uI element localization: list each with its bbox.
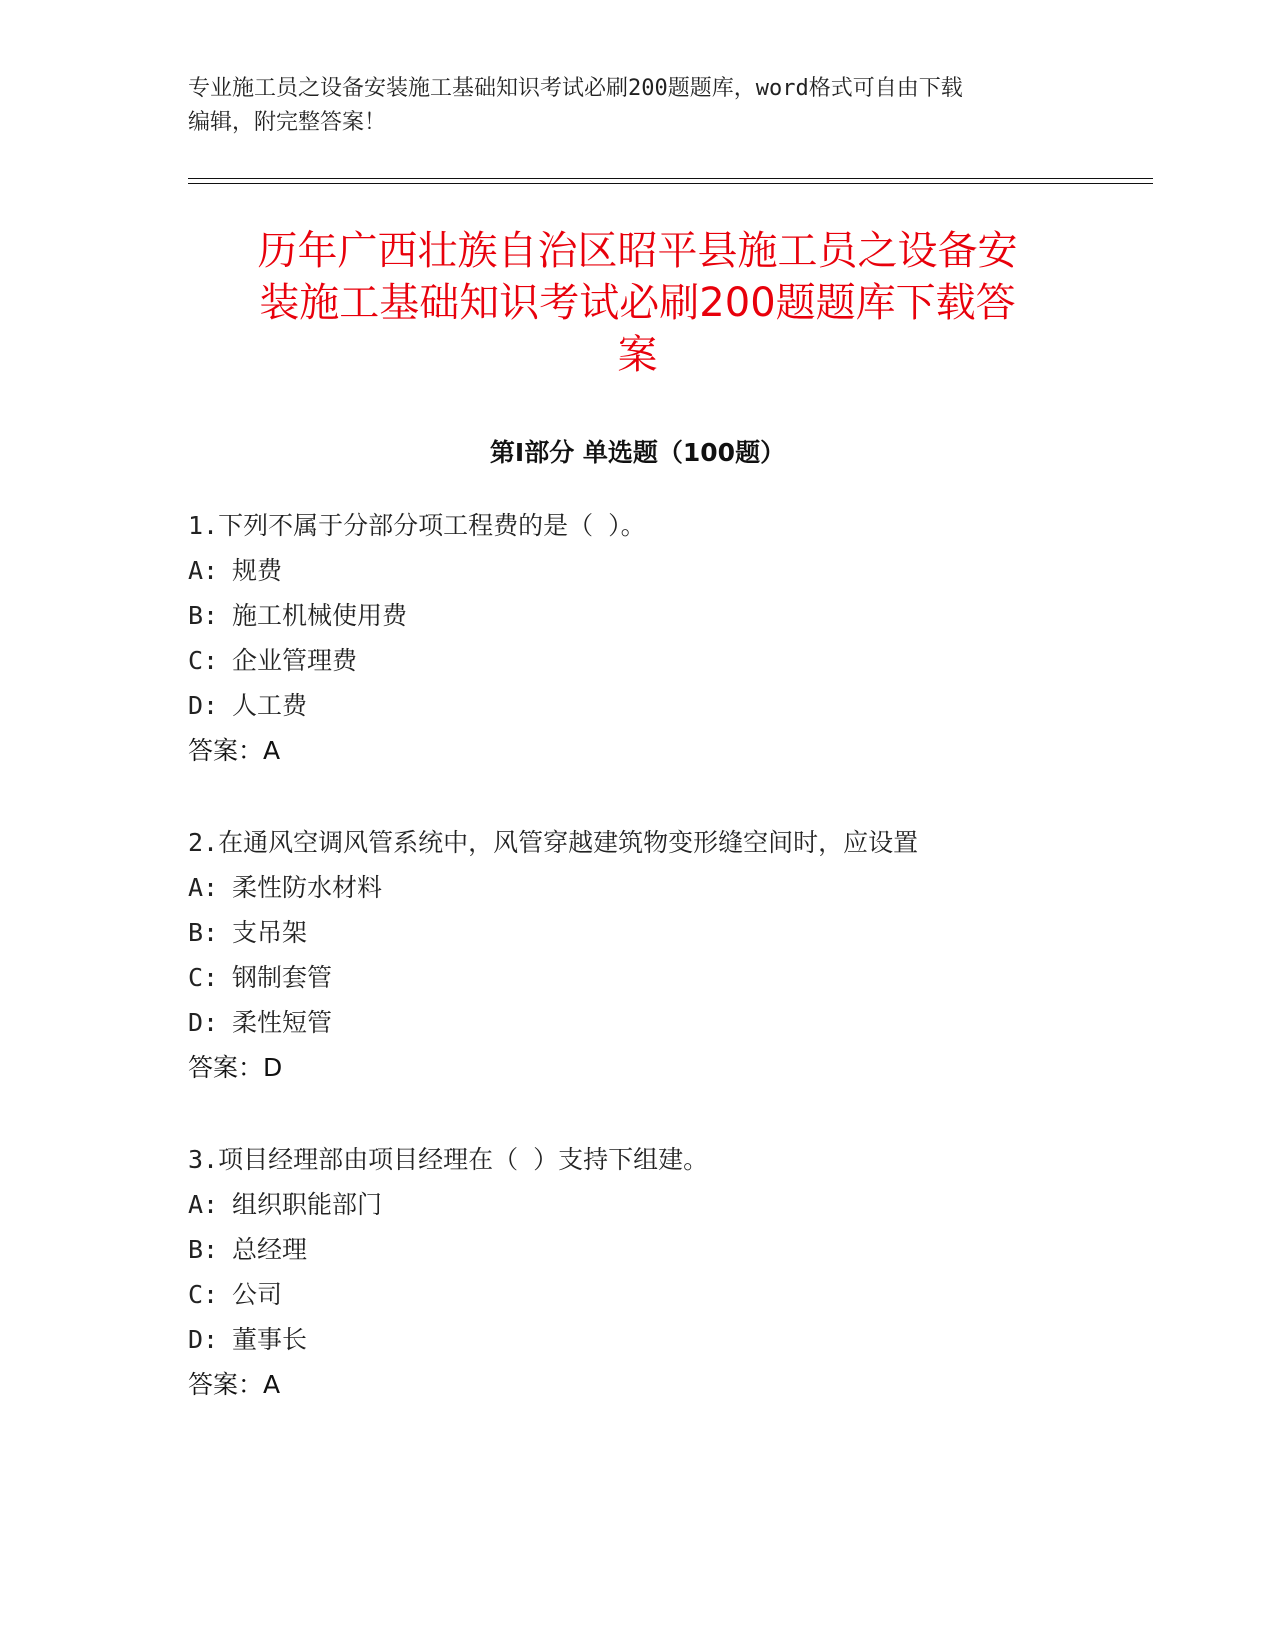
page-title-line-2: 装施工基础知识考试必刷200题题库下载答 (259, 280, 1016, 326)
option-d (188, 1000, 1108, 1045)
option-key: B: (188, 1235, 219, 1264)
option-text: 组织职能部门 (232, 1190, 383, 1219)
option-key: D: (188, 1325, 219, 1354)
option-a (188, 1182, 1108, 1227)
option-text: 施工机械使用费 (232, 601, 408, 630)
option-b (188, 910, 1108, 955)
question-stem: 3.项目经理部由项目经理在（ ）支持下组建。 (188, 1145, 709, 1174)
page-title-line-1: 历年广西壮族自治区昭平县施工员之设备安 (257, 228, 1018, 274)
option-text: 柔性防水材料 (232, 873, 383, 902)
section-heading: 第I部分 单选题（100题） (489, 438, 786, 467)
question-2 (188, 820, 1108, 1090)
option-b (188, 593, 1108, 638)
question-stem: 1.下列不属于分部分项工程费的是（ ）。 (188, 511, 646, 540)
option-key: A: (188, 556, 219, 585)
header-note-line-1: 专业施工员之设备安装施工基础知识考试必刷200题题库，word格式可自由下载 (188, 76, 963, 101)
header-divider-bottom (188, 183, 1153, 184)
option-c (188, 1272, 1108, 1317)
option-key: C: (188, 963, 219, 992)
option-key: C: (188, 646, 219, 675)
answer-line: 答案：A (188, 736, 281, 765)
option-a (188, 548, 1108, 593)
option-key: B: (188, 601, 219, 630)
option-a (188, 865, 1108, 910)
option-d (188, 683, 1108, 728)
question-3 (188, 1137, 1108, 1407)
option-c (188, 955, 1108, 1000)
option-key: C: (188, 1280, 219, 1309)
page-title (150, 225, 1125, 381)
option-d (188, 1317, 1108, 1362)
option-text: 公司 (232, 1280, 283, 1309)
option-text: 总经理 (232, 1235, 308, 1264)
option-key: D: (188, 1008, 219, 1037)
option-text: 企业管理费 (232, 646, 358, 675)
header-divider-top (188, 178, 1153, 179)
option-key: B: (188, 918, 219, 947)
option-text: 柔性短管 (232, 1008, 333, 1037)
page-title-line-3: 案 (617, 332, 658, 378)
answer-line: 答案：A (188, 1370, 281, 1399)
question-1 (188, 503, 1108, 773)
option-b (188, 1227, 1108, 1272)
option-key: A: (188, 873, 219, 902)
option-text: 董事长 (232, 1325, 308, 1354)
option-text: 支吊架 (232, 918, 308, 947)
option-key: A: (188, 1190, 219, 1219)
option-text: 人工费 (232, 691, 308, 720)
option-c (188, 638, 1108, 683)
header-note-line-2: 编辑，附完整答案！ (188, 110, 387, 135)
header-note (188, 72, 1068, 140)
question-stem: 2.在通风空调风管系统中，风管穿越建筑物变形缝空间时，应设置 (188, 828, 919, 857)
option-key: D: (188, 691, 219, 720)
option-text: 规费 (232, 556, 283, 585)
answer-line: 答案：D (188, 1053, 283, 1082)
option-text: 钢制套管 (232, 963, 333, 992)
